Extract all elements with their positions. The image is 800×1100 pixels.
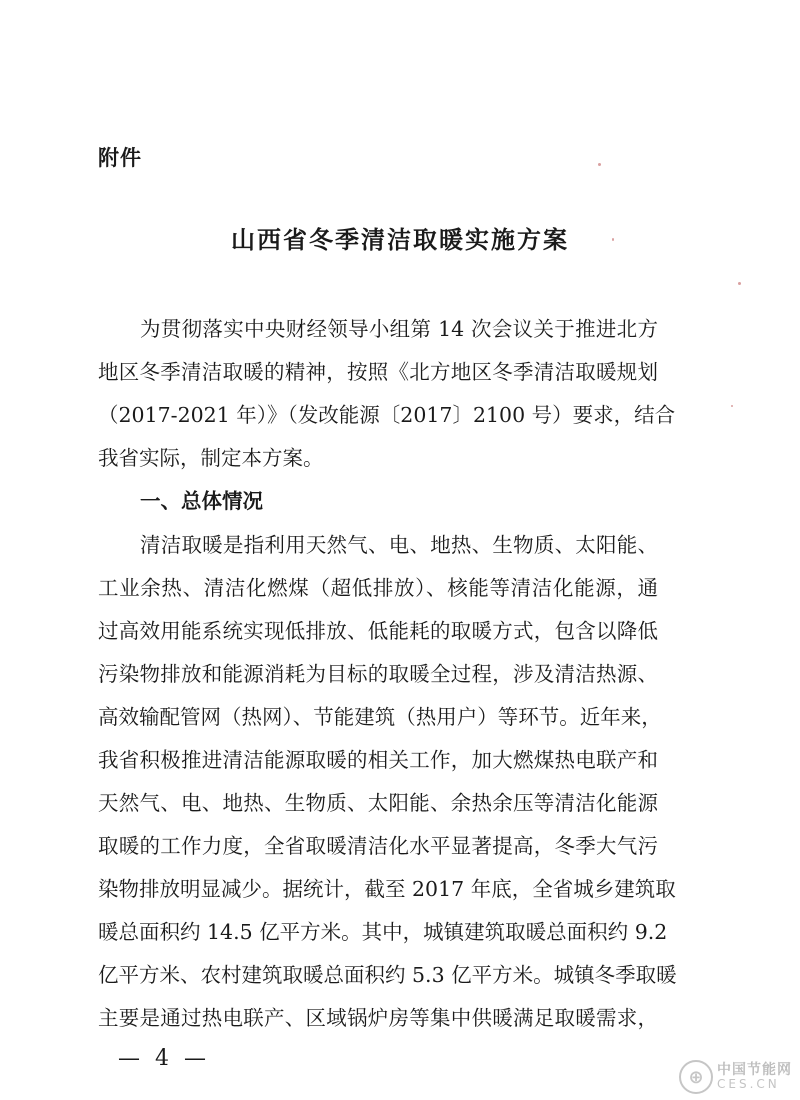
body-line-10: 暖总面积约 14.5 亿平方米。其中，城镇建筑取暖总面积约 9.2 — [98, 920, 668, 944]
scan-speck — [731, 405, 733, 407]
body-line-1: 清洁取暖是指利用天然气、电、地热、生物质、太阳能、 — [140, 533, 658, 557]
body-line-6: 我省积极推进清洁能源取暖的相关工作，加大燃煤热电联产和 — [98, 748, 658, 772]
body-line-4: 污染物排放和能源消耗为目标的取暖全过程，涉及清洁热源、 — [98, 662, 658, 686]
page-number: — 4 — — [118, 1046, 210, 1071]
body-line-5: 高效输配管网（热网）、节能建筑（热用户）等环节。近年来， — [98, 705, 662, 729]
scan-speck — [598, 163, 601, 166]
body-line-12: 主要是通过热电联产、区域锅炉房等集中供暖满足取暖需求， — [98, 1006, 658, 1030]
watermark-site: CES.CN — [717, 1077, 780, 1092]
watermark — [679, 1060, 792, 1094]
watermark-name: 中国节能网 — [717, 1062, 792, 1079]
intro-line-3: （2017-2021 年）》（发改能源〔2017〕2100 号）要求，结合 — [98, 403, 676, 427]
intro-line-2: 地区冬季清洁取暖的精神，按照《北方地区冬季清洁取暖规划 — [98, 360, 658, 384]
body-line-9: 染物排放明显减少。据统计，截至 2017 年底，全省城乡建筑取 — [98, 877, 676, 901]
body-line-11: 亿平方米、农村建筑取暖总面积约 5.3 亿平方米。城镇冬季取暖 — [98, 963, 677, 987]
intro-line-1: 为贯彻落实中央财经领导小组第 14 次会议关于推进北方 — [140, 317, 658, 341]
ces-logo-icon: ⊕ — [679, 1060, 713, 1094]
scan-speck — [612, 238, 614, 241]
body-line-7: 天然气、电、地热、生物质、太阳能、余热余压等清洁化能源 — [98, 791, 658, 815]
scan-speck — [738, 282, 741, 285]
section-heading: 一、总体情况 — [140, 489, 263, 513]
body-line-8: 取暖的工作力度，全省取暖清洁化水平显著提高，冬季大气污 — [98, 834, 658, 858]
intro-line-4: 我省实际，制定本方案。 — [98, 446, 324, 470]
body-line-3: 过高效用能系统实现低排放、低能耗的取暖方式，包含以降低 — [98, 619, 658, 643]
document-title: 山西省冬季清洁取暖实施方案 — [231, 225, 569, 254]
attachment-label: 附件 — [98, 146, 142, 170]
body-line-2: 工业余热、清洁化燃煤（超低排放）、核能等清洁化能源，通 — [98, 576, 658, 600]
